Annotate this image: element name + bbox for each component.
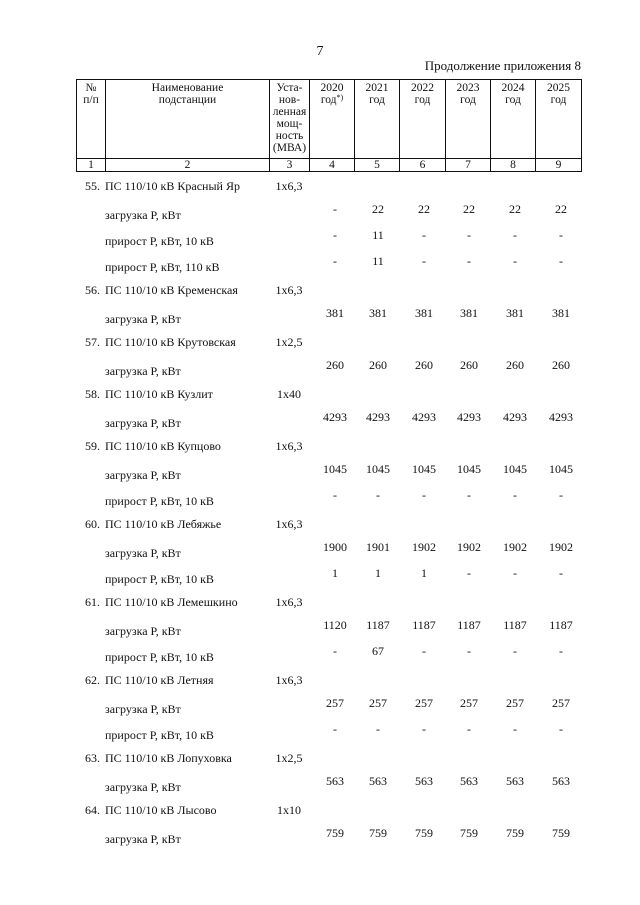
row-label: загрузка Р, кВт [105, 468, 181, 482]
row-label: прирост Р, кВт, 10 кВ [105, 728, 214, 742]
load-row [76, 199, 581, 225]
year-value: 22 [555, 202, 567, 216]
load-row [76, 615, 581, 641]
row-number: 55. [85, 179, 100, 193]
load-row [76, 355, 581, 381]
year-value: 1902 [549, 540, 573, 554]
year-value: 1901 [366, 540, 390, 554]
substation-name: ПС 110/10 кВ Лопуховка [105, 751, 232, 765]
year-value: - [422, 228, 426, 242]
year-value: - [333, 254, 337, 268]
load-row [76, 407, 581, 433]
year-value: 759 [326, 826, 344, 840]
year-value: 1187 [366, 618, 390, 632]
year-value: 563 [369, 774, 387, 788]
installed-capacity: 1х6,3 [275, 179, 303, 193]
column-number: 3 [270, 159, 310, 172]
table-header [76, 79, 582, 172]
year-value: 381 [460, 306, 478, 320]
year-value: - [376, 488, 380, 502]
row-number: 56. [85, 283, 100, 297]
station-row [76, 381, 581, 407]
year-value: - [559, 644, 563, 658]
substation-name: ПС 110/10 кВ Купцово [105, 439, 221, 453]
substation-name: ПС 110/10 кВ Лысово [105, 803, 217, 817]
load-row [76, 251, 581, 277]
installed-capacity: 1х2,5 [275, 335, 303, 349]
year-value: 67 [372, 644, 384, 658]
year-value: 1187 [457, 618, 481, 632]
station-row [76, 511, 581, 537]
year-value: 22 [463, 202, 475, 216]
substation-name: ПС 110/10 кВ Летняя [105, 673, 214, 687]
station-row [76, 173, 581, 199]
year-value: 11 [372, 228, 384, 242]
year-value: - [376, 722, 380, 736]
load-row [76, 303, 581, 329]
year-value: - [559, 566, 563, 580]
installed-capacity: 1х6,3 [275, 283, 303, 297]
year-value: - [422, 644, 426, 658]
year-value: 563 [506, 774, 524, 788]
header-name: Наименование подстанции [106, 80, 270, 159]
substation-name: ПС 110/10 кВ Кременская [105, 283, 238, 297]
year-value: 260 [326, 358, 344, 372]
year-value: 260 [415, 358, 433, 372]
installed-capacity: 1х2,5 [275, 751, 303, 765]
year-value: - [333, 644, 337, 658]
year-value: 381 [415, 306, 433, 320]
row-number: 57. [85, 335, 100, 349]
year-value: 11 [372, 254, 384, 268]
load-row [76, 641, 581, 667]
year-value: - [467, 228, 471, 242]
substation-name: ПС 110/10 кВ Лемешкино [105, 595, 238, 609]
year-value: - [513, 228, 517, 242]
year-value: - [559, 254, 563, 268]
year-value: 257 [552, 696, 570, 710]
year-value: 4293 [366, 410, 390, 424]
column-number: 2 [106, 159, 270, 172]
year-value: 1 [375, 566, 381, 580]
year-value: 260 [369, 358, 387, 372]
year-value: 4293 [503, 410, 527, 424]
table-body [76, 173, 581, 849]
header-year-2024: 2024 год [491, 80, 536, 159]
column-number: 9 [536, 159, 582, 172]
year-value: 22 [418, 202, 430, 216]
year-value: - [467, 722, 471, 736]
header-year-2021: 2021 год [355, 80, 400, 159]
year-value: 759 [460, 826, 478, 840]
row-number: 62. [85, 673, 100, 687]
year-value: 563 [552, 774, 570, 788]
year-value: 1902 [412, 540, 436, 554]
column-numbers-row [77, 159, 582, 172]
year-value: - [513, 254, 517, 268]
column-number: 1 [77, 159, 106, 172]
year-value: 1045 [323, 462, 347, 476]
row-label: загрузка Р, кВт [105, 312, 181, 326]
year-value: 759 [415, 826, 433, 840]
load-row [76, 563, 581, 589]
year-value: 1120 [323, 618, 347, 632]
year-value: 1045 [549, 462, 573, 476]
year-value: 563 [460, 774, 478, 788]
station-row [76, 745, 581, 771]
load-row [76, 771, 581, 797]
row-label: прирост Р, кВт, 110 кВ [105, 260, 220, 274]
row-label: загрузка Р, кВт [105, 208, 181, 222]
year-value: - [467, 644, 471, 658]
year-value: 381 [506, 306, 524, 320]
row-label: загрузка Р, кВт [105, 416, 181, 430]
row-number: 63. [85, 751, 100, 765]
year-value: 1 [332, 566, 338, 580]
installed-capacity: 1х6,3 [275, 673, 303, 687]
load-row [76, 719, 581, 745]
year-value: 759 [552, 826, 570, 840]
load-row [76, 693, 581, 719]
year-value: 4293 [323, 410, 347, 424]
year-value: - [333, 228, 337, 242]
year-value: 563 [326, 774, 344, 788]
load-row [76, 459, 581, 485]
year-value: 759 [506, 826, 524, 840]
year-value: 1045 [412, 462, 436, 476]
year-value: 381 [326, 306, 344, 320]
load-row [76, 537, 581, 563]
column-number: 8 [491, 159, 536, 172]
year-value: 4293 [412, 410, 436, 424]
year-value: - [513, 488, 517, 502]
year-value: 563 [415, 774, 433, 788]
year-value: - [467, 566, 471, 580]
year-value: 22 [372, 202, 384, 216]
year-value: 1045 [457, 462, 481, 476]
row-label: загрузка Р, кВт [105, 624, 181, 638]
station-row [76, 667, 581, 693]
year-value: 260 [552, 358, 570, 372]
station-row [76, 329, 581, 355]
row-number: 61. [85, 595, 100, 609]
year-value: 4293 [457, 410, 481, 424]
installed-capacity: 1х6,3 [275, 517, 303, 531]
year-value: 1 [421, 566, 427, 580]
column-number: 5 [355, 159, 400, 172]
page-number: 7 [316, 44, 324, 59]
year-value: - [559, 488, 563, 502]
substation-name: ПС 110/10 кВ Кузлит [105, 387, 213, 401]
row-number: 64. [85, 803, 100, 817]
year-value: 381 [552, 306, 570, 320]
installed-capacity: 1х6,3 [275, 595, 303, 609]
year-value: 260 [460, 358, 478, 372]
year-value: 1187 [503, 618, 527, 632]
year-value: - [559, 722, 563, 736]
row-label: загрузка Р, кВт [105, 832, 181, 846]
header-year-2025: 2025 год [536, 80, 582, 159]
year-value: 257 [326, 696, 344, 710]
year-value: 4293 [549, 410, 573, 424]
year-value: 1045 [503, 462, 527, 476]
installed-capacity: 1х6,3 [275, 439, 303, 453]
year-value: 759 [369, 826, 387, 840]
column-number: 7 [446, 159, 491, 172]
row-label: загрузка Р, кВт [105, 702, 181, 716]
year-value: 260 [506, 358, 524, 372]
substation-name: ПС 110/10 кВ Лебяжье [105, 517, 222, 531]
row-label: загрузка Р, кВт [105, 364, 181, 378]
row-label: прирост Р, кВт, 10 кВ [105, 650, 214, 664]
year-value: - [422, 722, 426, 736]
column-number: 4 [310, 159, 355, 172]
year-value: - [333, 722, 337, 736]
row-number: 59. [85, 439, 100, 453]
station-row [76, 589, 581, 615]
load-row [76, 823, 581, 849]
year-value: 257 [506, 696, 524, 710]
year-value: 1187 [549, 618, 573, 632]
year-value: - [467, 254, 471, 268]
row-label: загрузка Р, кВт [105, 546, 181, 560]
row-label: прирост Р, кВт, 10 кВ [105, 572, 214, 586]
year-value: 1045 [366, 462, 390, 476]
year-value: - [422, 488, 426, 502]
row-label: прирост Р, кВт, 10 кВ [105, 234, 214, 248]
year-value: - [513, 566, 517, 580]
year-value: - [467, 488, 471, 502]
substation-name: ПС 110/10 кВ Красный Яр [105, 179, 240, 193]
year-value: 257 [460, 696, 478, 710]
year-value: 1187 [412, 618, 436, 632]
year-value: - [513, 722, 517, 736]
row-label: загрузка Р, кВт [105, 780, 181, 794]
year-value: 381 [369, 306, 387, 320]
year-value: 1902 [503, 540, 527, 554]
load-row [76, 485, 581, 511]
installed-capacity: 1х10 [277, 803, 301, 817]
installed-capacity: 1х40 [277, 387, 301, 401]
station-row [76, 797, 581, 823]
year-value: - [559, 228, 563, 242]
station-row [76, 433, 581, 459]
year-value: 22 [509, 202, 521, 216]
header-capacity: Уста- нов- ленная мощ- ность (МВА) [270, 80, 310, 159]
year-value: 257 [369, 696, 387, 710]
year-value: 1900 [323, 540, 347, 554]
substation-name: ПС 110/10 кВ Крутовская [105, 335, 236, 349]
continuation-caption: Продолжение приложения 8 [424, 58, 581, 73]
station-row [76, 277, 581, 303]
row-label: прирост Р, кВт, 10 кВ [105, 494, 214, 508]
year-value: - [513, 644, 517, 658]
year-value: - [422, 254, 426, 268]
header-num: № п/п [77, 80, 106, 159]
year-value: 257 [415, 696, 433, 710]
row-number: 60. [85, 517, 100, 531]
year-value: 1902 [457, 540, 481, 554]
header-year-2023: 2023 год [446, 80, 491, 159]
year-value: - [333, 488, 337, 502]
load-row [76, 225, 581, 251]
header-year-2022: 2022 год [400, 80, 446, 159]
column-number: 6 [400, 159, 446, 172]
header-year-2020: 2020 год*) [310, 80, 355, 159]
year-value: - [333, 202, 337, 216]
footnote-mark: *) [336, 93, 344, 102]
row-number: 58. [85, 387, 100, 401]
